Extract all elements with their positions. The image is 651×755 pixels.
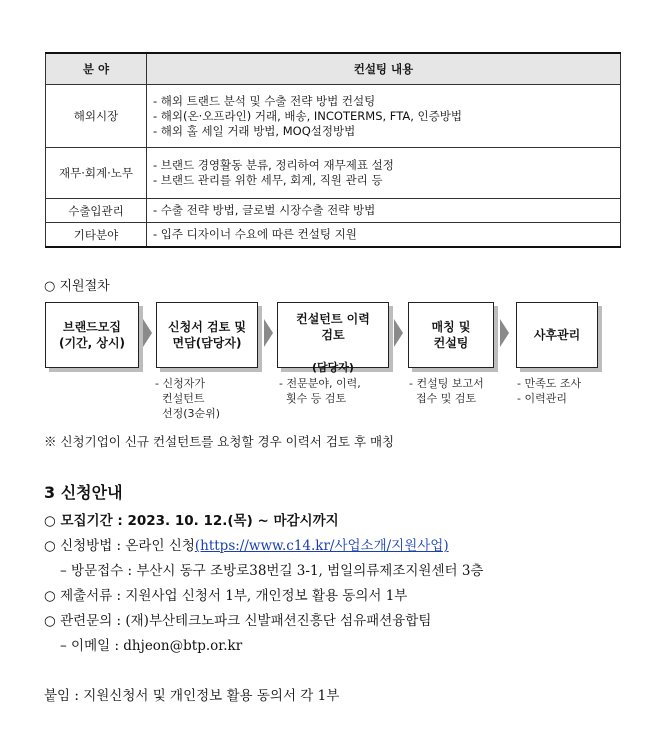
content-line: - 브랜드 관리를 위한 세무, 회계, 직원 관리 등 xyxy=(153,173,383,187)
step-label: 사후관리 xyxy=(533,328,581,342)
row-category: 수출입관리 xyxy=(46,199,147,223)
header-category: 분 야 xyxy=(46,53,147,85)
content-line: - 해외 트랜드 분석 및 수출 전략 방법 컨설팅 xyxy=(153,93,376,108)
step-sublabel: (담당자) xyxy=(312,360,354,374)
step-label: 신청서 검토 및 면담(담당자) xyxy=(168,320,246,350)
consulting-table xyxy=(45,52,621,248)
deadline-line: ○ 모집기간 : 2023. 10. 12.(목) ~ 마감시까지 xyxy=(44,513,339,529)
row-category: 재무·회계·노무 xyxy=(46,148,147,199)
arrow-right-icon xyxy=(264,319,273,347)
table-row xyxy=(46,85,621,148)
contact-line: ○ 관련문의 : (재)부산테크노파크 신발패션진흥단 섬유패션융합팀 xyxy=(44,613,432,629)
step-consultant-review xyxy=(277,302,389,374)
content-line: - 입주 디자이너 수요에 따른 컨설팅 지원 xyxy=(153,227,357,241)
content-line: - 해외(온·오프라인) 거래, 배송, INCOTERMS, FTA, 인증방법 xyxy=(153,108,462,123)
step-aftercare xyxy=(516,302,598,368)
content-line: - 수출 전략 방법, 글로벌 시장수출 전략 방법 xyxy=(153,203,376,217)
step-label: 컨설턴트 이력 검토 xyxy=(296,311,370,342)
step-description: - 컨설팅 보고서 접수 및 검토 xyxy=(409,377,484,405)
step-description: - 신청자가 컨설턴트 선정(3순위) xyxy=(155,377,221,420)
step-matching xyxy=(408,302,494,368)
procedure-heading: ○ 지원절차 xyxy=(44,279,110,294)
arrow-right-icon xyxy=(394,319,403,347)
table-row xyxy=(46,223,621,248)
row-category: 해외시장 xyxy=(46,85,147,148)
documents-line: ○ 제출서류 : 지원사업 신청서 1부, 개인정보 활용 동의서 1부 xyxy=(44,588,408,604)
row-content xyxy=(147,85,621,148)
method-line xyxy=(44,534,449,554)
email-line: – 이메일 : dhjeon@btp.or.kr xyxy=(60,638,243,654)
application-link[interactable]: (https://www.c14.kr/사업소개/지원사업) xyxy=(194,538,449,554)
method-text: ○ 신청방법 : 온라인 신청 xyxy=(44,538,195,554)
row-content xyxy=(147,148,621,199)
step-description: - 만족도 조사 - 이력관리 xyxy=(517,377,582,405)
table-header-row xyxy=(46,53,621,85)
row-content xyxy=(147,199,621,223)
step-description: - 전문분야, 이력, 횟수 등 검토 xyxy=(279,377,361,405)
step-label: 매칭 및 컨설팅 xyxy=(431,320,471,350)
attachment-line: 붙임 : 지원신청서 및 개인정보 활용 동의서 각 1부 xyxy=(44,688,340,704)
step-brand-recruit xyxy=(45,302,139,368)
table-row xyxy=(46,199,621,223)
arrow-right-icon xyxy=(500,319,509,347)
step-label: 브랜드모집 (기간, 상시) xyxy=(58,320,126,350)
step-application-review xyxy=(156,302,258,368)
visit-line: – 방문접수 : 부산시 동구 조방로38번길 3-1, 범일의류제조지원센터 3층 xyxy=(60,563,484,579)
section-title: 3 신청안내 xyxy=(44,483,123,502)
table-row xyxy=(46,148,621,199)
row-content xyxy=(147,223,621,248)
header-content: 컨설팅 내용 xyxy=(147,53,621,85)
row-category: 기타분야 xyxy=(46,223,147,248)
content-line: - 브랜드 경영활동 분류, 정리하여 재무제표 설정 xyxy=(153,158,394,172)
procedure-note: ※ 신청기업이 신규 컨설턴트를 요청할 경우 이력서 검토 후 매칭 xyxy=(44,434,395,449)
content-line: - 해외 홀 세일 거래 방법, MOQ설정방법 xyxy=(153,123,356,138)
arrow-right-icon xyxy=(143,319,152,347)
